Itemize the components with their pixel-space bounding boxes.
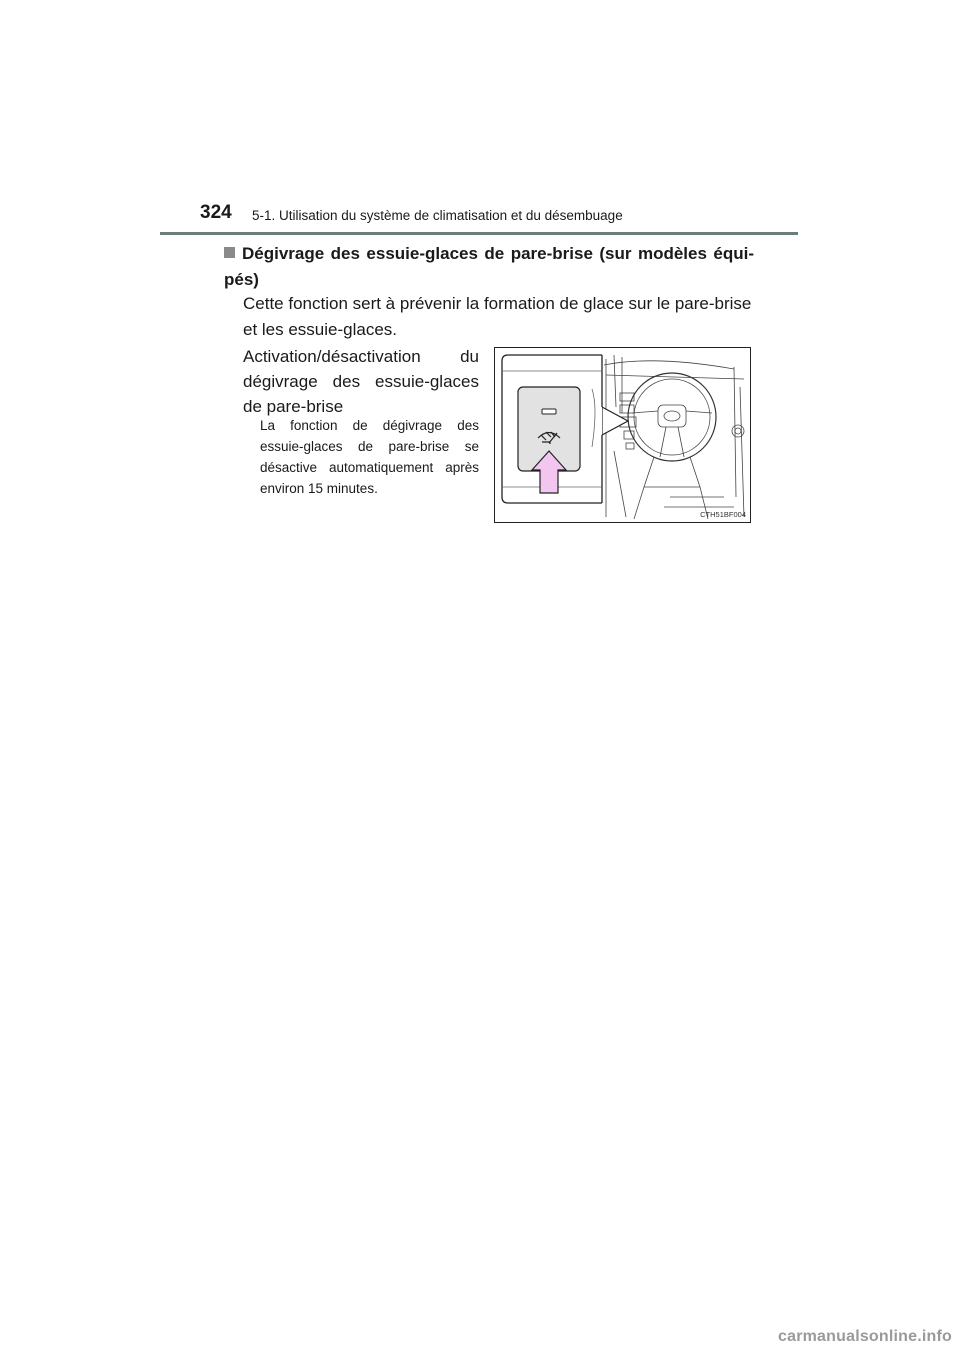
intro-paragraph: Cette fonction sert à prévenir la formation de glace sur le pare-brise et les essuie-glaces. (243, 294, 752, 339)
header-divider (160, 232, 798, 235)
illustration (494, 347, 751, 523)
subsection-heading (224, 241, 754, 293)
square-bullet-icon (224, 247, 235, 258)
page-number: 324 (200, 202, 232, 223)
item-note: La fonction de dégivrage des essuie-glaces de pare-brise se désactive automatiquement après environ 15 minutes. (260, 418, 479, 496)
subsection-heading-text: Dégivrage des essuie-glaces de pare-brise (sur modèles équi-pés) (224, 244, 754, 289)
figure-code: CTH51BF004 (700, 510, 746, 519)
watermark: carmanualsonline.info (778, 1328, 953, 1345)
item-title: Activation/désactivation du dégivrage des essuie-glaces de pare-brise (243, 347, 479, 416)
section-title: 5-1. Utilisation du système de climatisation et du désembuage (252, 208, 623, 223)
